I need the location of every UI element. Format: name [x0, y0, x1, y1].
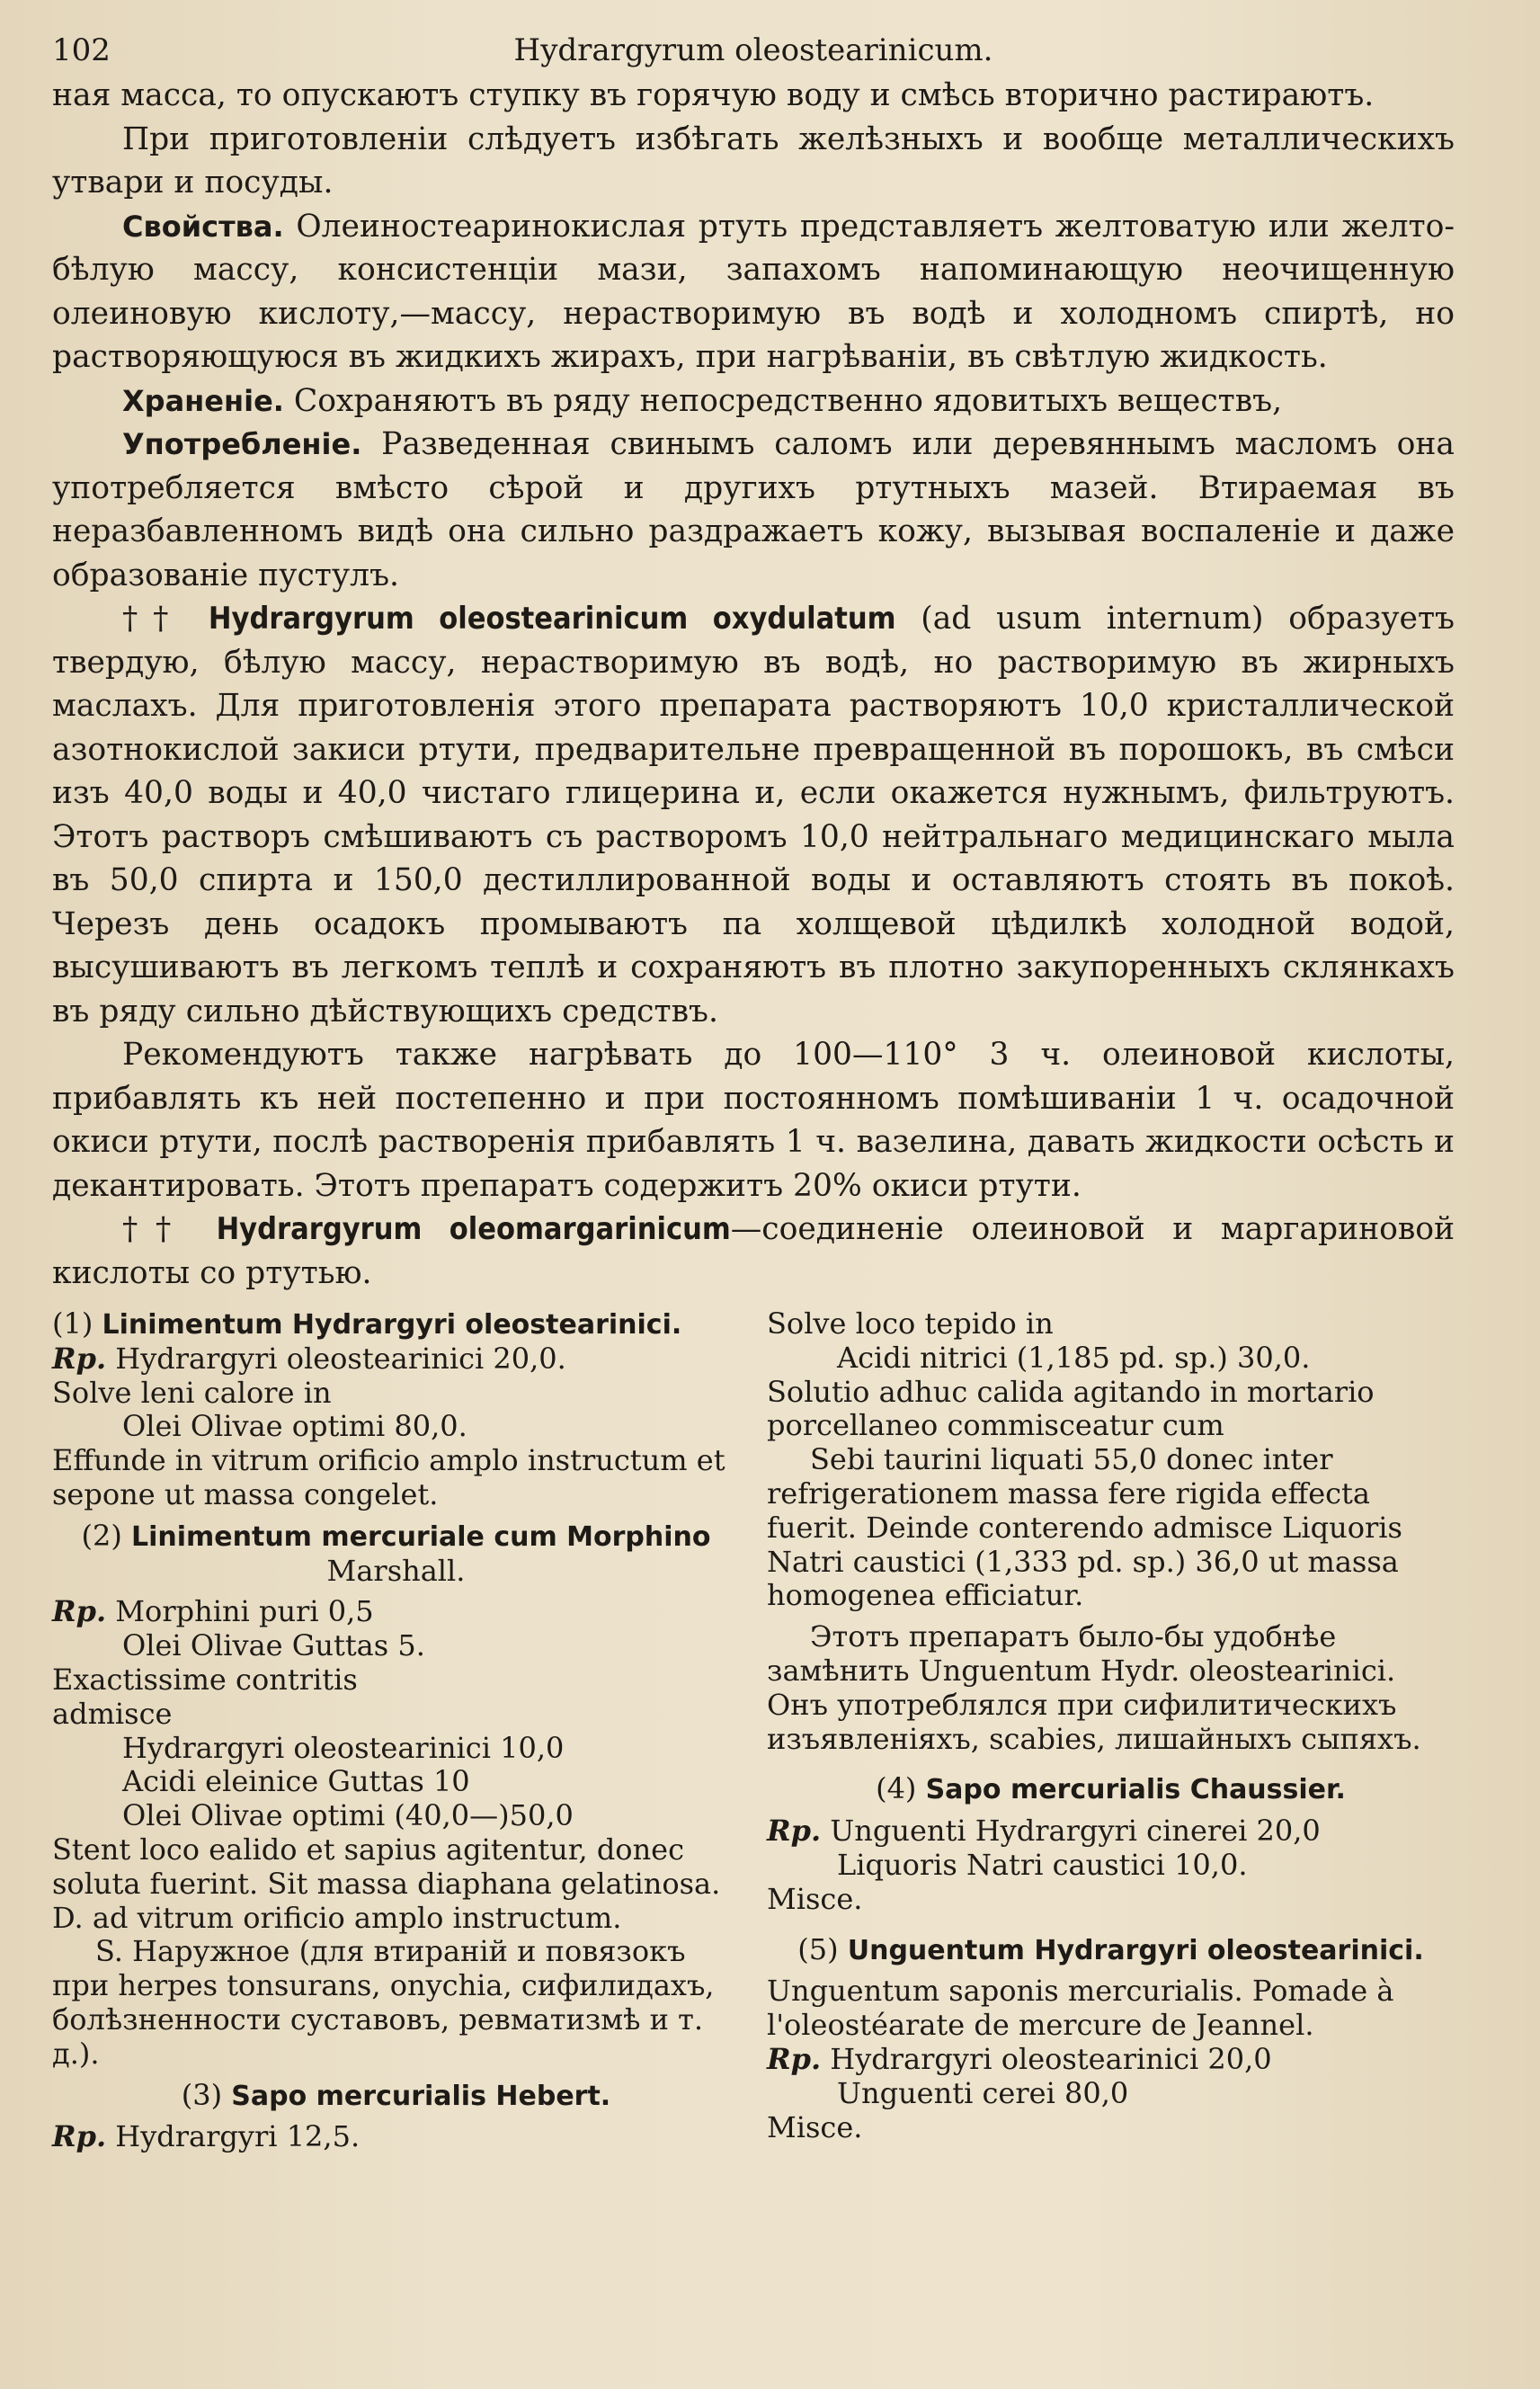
- rp-mark: Rp.: [52, 1341, 107, 1376]
- recipe-name: Linimentum Hydrargyri oleostearinici.: [102, 1309, 682, 1341]
- recipe-line: Solve leni calore in: [52, 1375, 332, 1410]
- recipe-name: Linimentum mercuriale cum Morphino: [130, 1520, 711, 1553]
- section-label: Свойства.: [122, 209, 284, 244]
- recipe-name: Sapo mercurialis Hebert.: [231, 2080, 611, 2112]
- entry-heading: Hydrargyrum oleostearinicum oxydulatum: [208, 601, 896, 637]
- recipe-line: Olei Olivae Guttas 5.: [122, 1628, 425, 1663]
- recipe-line: Solve loco tepido in: [767, 1306, 1054, 1341]
- recipe-line: Liquoris Natri caustici 10,0.: [837, 1847, 1248, 1882]
- paragraph: ная масса, то опускаютъ ступку въ горячую воду и смѣсь вторично растираютъ.: [52, 77, 1375, 113]
- paragraph: [52, 1208, 1455, 1295]
- recipe-line: [52, 2120, 740, 2154]
- recipe-line: [767, 2043, 1455, 2077]
- recipe-note: Этотъ препаратъ было-бы удобнѣе замѣнить Unguentum Hydr. oleostearinici. Онъ употреблялся при сифилитическихъ изъявленіяхъ, scabies, лишайныхъ сыпяхъ.: [767, 1619, 1421, 1756]
- recipe-line: Misce.: [767, 2109, 863, 2144]
- recipe-number: (5): [797, 1931, 839, 1966]
- paragraph: При приготовленіи слѣдуетъ избѣгать желѣзныхъ и вообще металлическихъ утвари и посуды.: [52, 120, 1455, 201]
- recipe-line: Misce.: [767, 1881, 863, 1916]
- recipe-line: admisce: [52, 1696, 173, 1731]
- recipe-line: Effunde in vitrum orificio amplo instructum et sepone ut massa congelet.: [52, 1443, 725, 1511]
- page-number: 102: [52, 32, 111, 68]
- paragraph-text: (ad usum internum) образуетъ твердую, бѣлую массу, нерастворимую въ водѣ, но растворимую въ жирныхъ маслахъ. Для приготовленія этого препарата растворяютъ 10,0 кристаллической азотнокислой закиси ртути, предварительне превращенной въ порошокъ, въ смѣси изъ 40,0 воды и 40,0 чистаго глицерина и, если окажется нужнымъ, фильтруютъ. Этотъ растворъ смѣшиваютъ съ растворомъ 10,0 нейтральнаго медицинскаго мыла въ 50,0 спирта и 150,0 дестиллированной воды и оставляютъ стоять въ покоѣ. Черезъ день осадокъ промываютъ па холщевой цѣдилкѣ холодной водой, высушиваютъ въ легкомъ теплѣ и сохраняютъ въ плотно закупоренныхъ склянкахъ въ ряду сильно дѣйствующихъ средствъ.: [52, 601, 1455, 1030]
- recipe-line: Olei Olivae optimi (40,0—)50,0: [122, 1798, 574, 1833]
- recipe-line: Olei Olivae optimi 80,0.: [122, 1409, 467, 1444]
- recipe-line: Acidi eleinice Guttas 10: [122, 1764, 470, 1799]
- recipe-text: Morphini puri 0,5: [106, 1594, 374, 1629]
- entry-heading: Hydrargyrum oleomargarinicum: [216, 1211, 731, 1247]
- recipe-line: Stent loco ealido et sapius agitentur, donec soluta fuerint. Sit massa diaphana gelatinosa. D. ad vitrum orificio amplo instructum.: [52, 1832, 721, 1935]
- rp-mark: Rp.: [767, 1814, 822, 1849]
- section-label: Употребленіе.: [122, 427, 362, 461]
- recipe-name: Unguentum Hydrargyri oleostearinici.: [847, 1934, 1424, 1966]
- section-label: Храненіе.: [122, 383, 284, 418]
- running-title: Hydrargyrum oleostearinicum.: [513, 32, 993, 68]
- recipe-line: Sebi taurini liquati 55,0 donec inter refrigerationem massa fere rigida effecta fuerit. Deinde conterendo admisce Liquoris Natri caustici (1,333 pd. sp.) 36,0 ut massa homogenea efficiatur.: [767, 1442, 1402, 1613]
- recipe-text: Unguenti Hydrargyri cinerei 20,0: [821, 1814, 1321, 1849]
- recipe-line: [52, 1342, 740, 1377]
- rp-mark: Rp.: [52, 2119, 107, 2154]
- rp-mark: Rp.: [52, 1594, 107, 1629]
- main-text: [52, 74, 1455, 1295]
- recipe-signa: S. Наружное (для втираній и повязокъ при herpes tonsurans, onychia, сифилидахъ, болѣзненности суставовъ, ревматизмѣ и т. д.).: [52, 1934, 715, 2071]
- recipe-line: Exactissime contritis: [52, 1662, 358, 1697]
- recipe-number: (4): [876, 1771, 917, 1806]
- rp-mark: Rp.: [767, 2041, 822, 2076]
- recipe-columns: [52, 1307, 1455, 2154]
- left-column: [52, 1307, 740, 2154]
- paragraph-text: Олеиностеаринокислая ртуть представляетъ желтоватую или желто-бѣлую массу, консистенціи мази, запахомъ напоминающую неочищенную олеиновую кислоту,—массу, нерастворимую въ водѣ и холодномъ спиртѣ, но растворяющуюся въ жидкихъ жирахъ, при нагрѣваніи, въ свѣтлую жидкость.: [52, 208, 1455, 375]
- paragraph-text: —соединеніе олеиновой и маргариновой кислоты со ртутью.: [52, 1211, 1455, 1291]
- recipe-text: Hydrargyri oleostearinici 20,0.: [106, 1341, 566, 1376]
- recipe-line: Solutio adhuc calida agitando in mortario porcellaneo commisceatur cum: [767, 1374, 1375, 1443]
- recipe-title: [52, 2079, 740, 2114]
- recipe-title-line2: Marshall.: [326, 1553, 466, 1588]
- recipe-text: Hydrargyri 12,5.: [106, 2119, 361, 2154]
- dagger-mark: ††: [122, 601, 184, 637]
- paragraph: Рекомендуютъ также нагрѣвать до 100—110° 3 ч. олеиновой кислоты, прибавлять къ ней постепенно и при постоянномъ помѣшиваніи 1 ч. осадочной окиси ртути, послѣ растворенія прибавлять 1 ч. вазелина, давать жидкости осѣсть и декантировать. Этотъ препаратъ содержитъ 20% окиси ртути.: [52, 1037, 1455, 1204]
- recipe-line: Hydrargyri oleostearinici 10,0: [122, 1730, 565, 1765]
- recipe-title: [767, 1933, 1455, 1968]
- recipe-number: (3): [181, 2077, 223, 2112]
- page-header: [52, 23, 1455, 74]
- right-column: [767, 1307, 1455, 2154]
- paragraph: [52, 379, 1455, 423]
- recipe-title: [52, 1307, 740, 1342]
- recipe-line: Acidi nitrici (1,185 pd. sp.) 30,0.: [837, 1340, 1311, 1375]
- paragraph: [52, 205, 1455, 379]
- paragraph-text: Разведенная свинымъ саломъ или деревяннымъ масломъ она употребляется вмѣсто сѣрой и другихъ ртутныхъ мазей. Втираемая въ неразбавленномъ видѣ она сильно раздражаетъ кожу, вызывая воспаленіе и даже образованіе пустулъ.: [52, 426, 1455, 593]
- paragraph-text: Сохраняютъ въ ряду непосредственно ядовитыхъ веществъ,: [283, 382, 1283, 419]
- recipe-line: Unguentum saponis mercurialis. Pomade à l'oleostéarate de mercure de Jeannel.: [767, 1974, 1394, 2043]
- recipe-name: Sapo mercurialis Chaussier.: [925, 1774, 1346, 1806]
- recipe-number: (2): [81, 1518, 122, 1553]
- paragraph: [52, 597, 1455, 1033]
- recipe-text: Hydrargyri oleostearinici 20,0: [821, 2041, 1272, 2076]
- dagger-mark: ††: [122, 1211, 189, 1247]
- recipe-line: [52, 1595, 740, 1629]
- recipe-title: [52, 1520, 740, 1555]
- paragraph: [52, 423, 1455, 597]
- recipe-line: Unguenti cerei 80,0: [837, 2075, 1129, 2110]
- recipe-number: (1): [52, 1306, 93, 1341]
- recipe-title: [767, 1772, 1455, 1807]
- recipe-line: [767, 1814, 1455, 1849]
